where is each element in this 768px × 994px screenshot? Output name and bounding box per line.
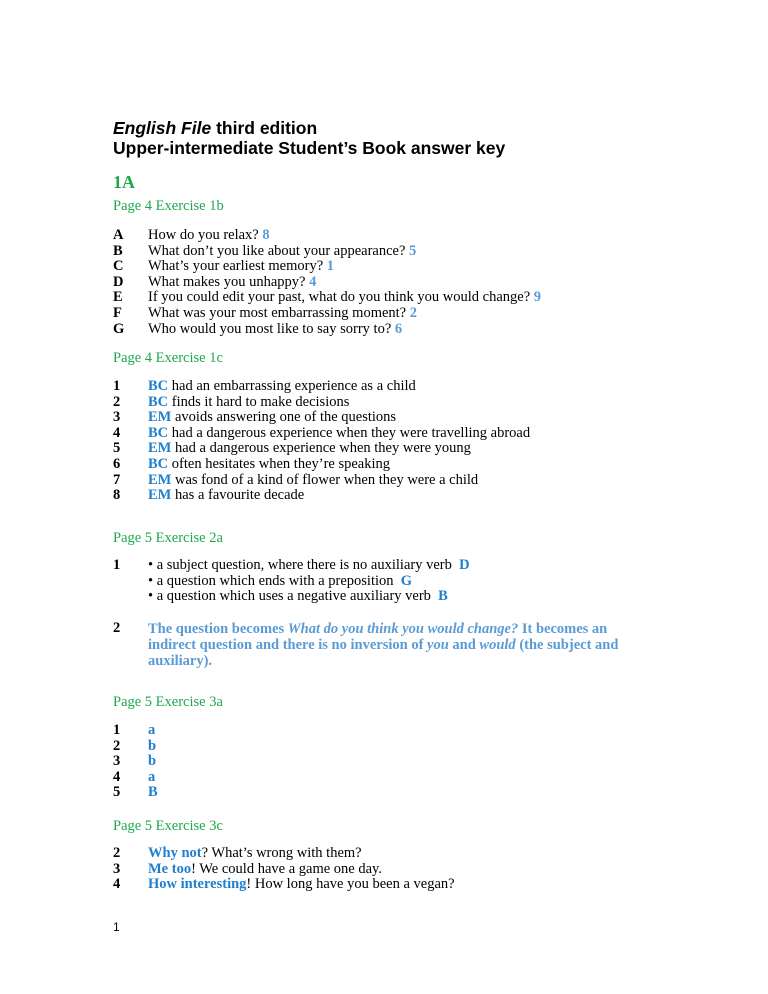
list-item [113,785,158,801]
unit-heading: 1A [113,172,135,192]
item-key: 3 [113,753,121,770]
list-item [113,457,530,473]
list-item [113,426,530,442]
statement-text: had an embarrassing experience as a child [168,378,416,394]
exercise-heading: Page 4 Exercise 1c [113,350,223,366]
item-key: F [113,304,122,321]
item-key: 2 [113,845,121,861]
answer: 5 [409,242,417,259]
exercise-heading: Page 5 Exercise 3a [113,694,223,710]
answer: B [148,784,158,801]
answer: 1 [326,258,335,275]
answer: EM [148,440,172,457]
item-key: 4 [113,424,121,441]
list-item [113,473,530,489]
answer: BC [148,455,169,472]
answer: EM [148,471,172,488]
exercise-heading: Page 4 Exercise 1b [113,198,224,214]
question-text: How do you relax? [148,227,263,243]
question-text: Who would you most like to say sorry to? [148,320,395,337]
answer: 2 [409,304,417,321]
question-text: What’s your earliest memory? [148,258,327,275]
answer: 8 [262,227,270,243]
list-item [113,877,455,893]
item-key: A [113,227,124,243]
exercise-1b-list [113,228,541,337]
bullet-item [148,574,470,590]
answer: Why not [148,845,202,861]
bullet-text: • a question which ends with a preposition [148,572,401,589]
statement-text: often hesitates when they’re speaking [168,455,391,472]
bullet-item [148,589,470,605]
list-item [113,441,530,457]
answer: BC [148,424,169,441]
answer: B [438,588,448,605]
list-item [113,395,530,411]
list-item [113,754,158,770]
statement-text: has a favourite decade [171,487,305,504]
list-item [113,275,541,291]
answer: BC [148,378,169,394]
list-item [113,290,541,306]
list-item [113,846,455,862]
answer: EM [148,487,172,504]
answer: BC [148,393,169,410]
statement-text: was fond of a kind of flower when they were a child [171,471,479,488]
answer: b [148,753,157,770]
item-key: 2 [113,737,121,754]
item-key: 8 [113,487,121,504]
item-key: G [113,320,125,337]
answer: EM [148,409,172,426]
exercise-heading: Page 5 Exercise 3c [113,818,223,834]
item-key: B [113,242,123,259]
item-key: E [113,289,123,306]
item-key: 2 [113,393,121,410]
item-key: 2 [113,619,121,636]
item-key: 3 [113,409,121,426]
list-item [113,739,158,755]
response-text: ? What’s wrong with them? [201,845,362,861]
item-key: C [113,258,124,275]
list-item [113,723,158,739]
page-number: 1 [113,920,120,934]
item-key: 1 [113,722,121,738]
answer: 9 [533,289,542,306]
answer: a [148,722,156,738]
item-key: 4 [113,876,121,893]
statement-text: avoids answering one of the questions [171,409,397,426]
item-key: 4 [113,768,121,785]
statement-text: had a dangerous experience when they were travelling abroad [168,424,531,441]
answer-paragraph: The question becomes What do you think you would change? It becomes an indirect question and there is no inversion of you and would (the subject and auxiliary). [148,620,619,669]
exercise-1c-list [113,379,530,504]
bullet-text: • a question which uses a negative auxiliary verb [148,588,439,605]
answer: Me too [148,860,192,877]
answer: 4 [309,273,317,290]
doc-title-line1: English File third edition [113,118,318,138]
list-item [113,379,530,395]
item-key: 3 [113,860,121,877]
exercise-2a-list [113,558,648,669]
answer: b [148,737,157,754]
question-text: What makes you unhappy? [148,273,310,290]
list-item [113,322,541,338]
item-key: D [113,273,124,290]
list-item [113,259,541,275]
exercise-3c-list [113,846,455,893]
list-item [113,228,541,244]
exercise-heading: Page 5 Exercise 2a [113,530,223,546]
question-text: What was your most embarrassing moment? [148,304,410,321]
bullet-item [148,558,470,574]
bullet-text: • a subject question, where there is no auxiliary verb [148,557,460,573]
exercise-3a-list [113,723,158,801]
item-key: 5 [113,440,121,457]
item-key: 6 [113,455,121,472]
list-item [113,488,530,504]
question-text: What don’t you like about your appearance? [148,242,410,259]
answer: D [459,557,470,573]
answer: How interesting [148,876,247,893]
list-item [113,862,455,878]
answer: a [148,768,156,785]
item-key: 5 [113,784,121,801]
item-key: 7 [113,471,121,488]
doc-title-line2: Upper-intermediate Student’s Book answer key [113,138,506,158]
item-key: 1 [113,557,121,573]
item-key: 1 [113,378,121,394]
response-text: ! We could have a game one day. [191,860,382,877]
response-text: ! How long have you been a vegan? [246,876,455,893]
list-item [113,770,158,786]
list-item [113,306,541,322]
answer: 6 [394,320,403,337]
question-text: If you could edit your past, what do you think you would change? [148,289,534,306]
list-item [113,244,541,260]
statement-text: finds it hard to make decisions [168,393,350,410]
statement-text: had a dangerous experience when they were young [171,440,471,457]
list-item [113,410,530,426]
answer: G [400,572,413,589]
